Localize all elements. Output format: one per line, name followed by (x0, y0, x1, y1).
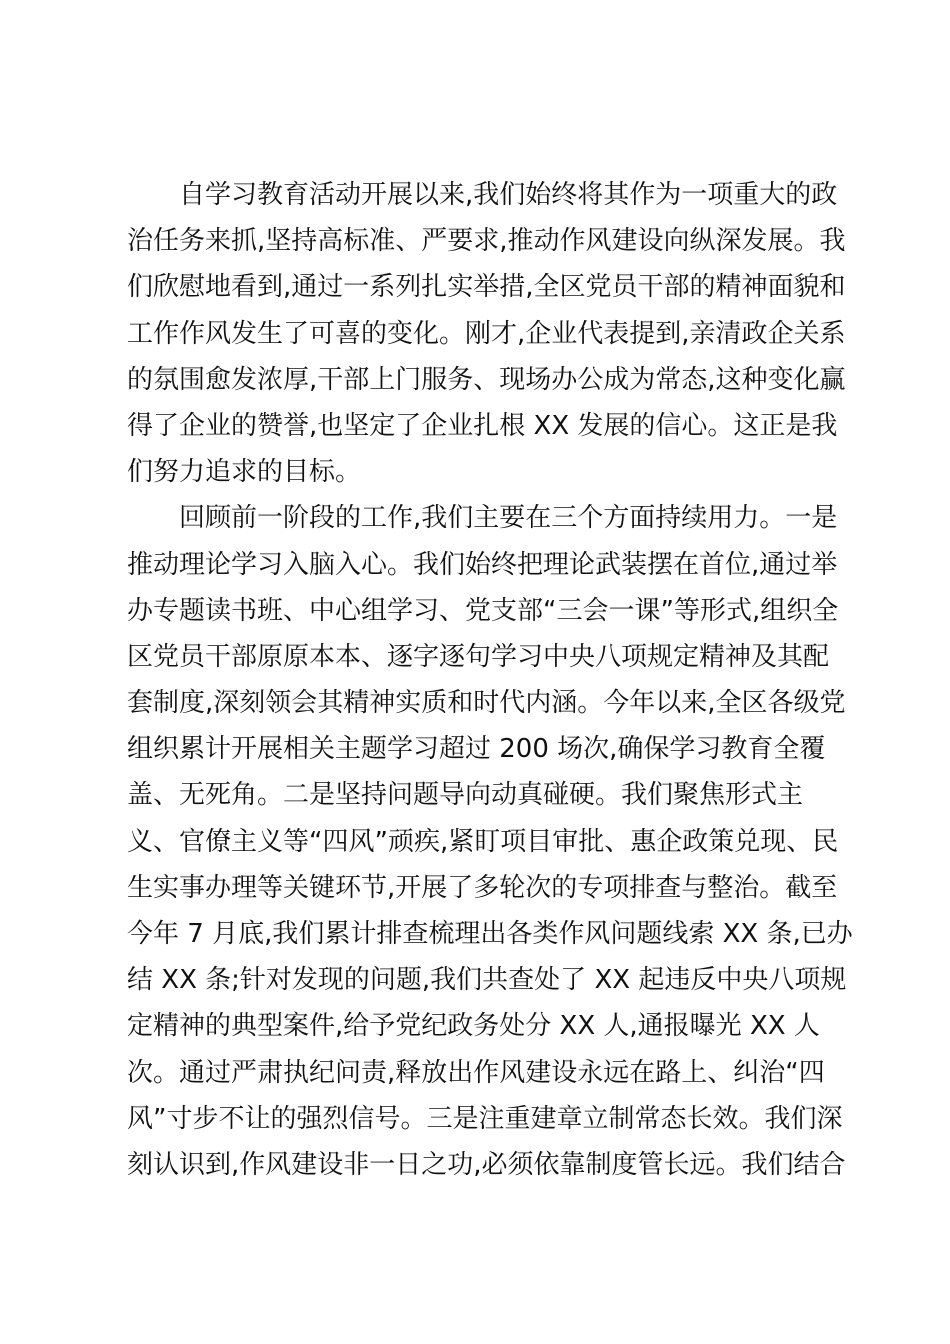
paragraph-2-line-8: 义、官僚主义等“四风”顽疾,紧盯项目审批、惠企政策兑现、民 (127, 826, 839, 857)
document-body (127, 172, 853, 1188)
paragraph-1-line-1: 自学习教育活动开展以来,我们始终将其作为一项重大的政 (179, 180, 838, 210)
paragraph-2-line-10: 今年 7 月底,我们累计排查梳理出各类作风问题线索 XX 条,已办 (127, 919, 853, 949)
paragraph-2-line-4: 区党员干部原原本本、逐字逐句学习中央八项规定精神及其配 (127, 641, 830, 672)
paragraph-1-line-4: 工作作风发生了可喜的变化。刚才,企业代表提到,亲清政企关系 (127, 318, 846, 349)
paragraph-1-line-5: 的氛围愈发浓厚,干部上门服务、现场办公成为常态,这种变化赢 (127, 364, 846, 395)
paragraph-2-line-7: 盖、无死角。二是坚持问题导向动真碰硬。我们聚焦形式主 (127, 780, 804, 811)
paragraph-1-line-3: 们欣慰地看到,通过一系列扎实举措,全区党员干部的精神面貌和 (127, 272, 846, 303)
paragraph-2-line-2: 推动理论学习入脑入心。我们始终把理论武装摆在首位,通过举 (127, 549, 838, 580)
paragraph-2-line-1: 回顾前一阶段的工作,我们主要在三个方面持续用力。一是 (179, 503, 838, 534)
paragraph-2-line-13: 次。通过严肃执纪问责,释放出作风建设永远在路上、纠治“四 (127, 1057, 825, 1088)
paragraph-2-line-6: 组织累计开展相关主题学习超过 200 场次,确保学习教育全覆 (127, 734, 826, 765)
paragraph-2-line-14: 风”寸步不让的强烈信号。三是注重建章立制常态长效。我们深 (127, 1103, 843, 1134)
paragraph-2-line-12: 定精神的典型案件,给予党纪政务处分 XX 人,通报曝光 XX 人 (127, 1011, 820, 1042)
paragraph-2-line-3: 办专题读书班、中心组学习、党支部“三会一课”等形式,组织全 (127, 595, 839, 626)
paragraph-1-line-6: 得了企业的赞誉,也坚定了企业扎根 XX 发展的信心。这正是我 (127, 410, 838, 441)
paragraph-2-line-15: 刻认识到,作风建设非一日之功,必须依靠制度管长远。我们结合 (127, 1149, 846, 1180)
paragraph-2-line-5: 套制度,深刻领会其精神实质和时代内涵。今年以来,全区各级党 (127, 688, 846, 719)
paragraph-1-line-7: 们努力追求的目标。 (127, 457, 362, 488)
paragraph-1-line-2: 治任务来抓,坚持高标准、严要求,推动作风建设向纵深发展。我 (127, 226, 846, 257)
paragraph-2-line-11: 结 XX 条;针对发现的问题,我们共查处了 XX 起违反中央八项规 (127, 965, 847, 996)
paragraph-2-line-9: 生实事办理等关键环节,开展了多轮次的专项排查与整治。截至 (127, 872, 838, 903)
